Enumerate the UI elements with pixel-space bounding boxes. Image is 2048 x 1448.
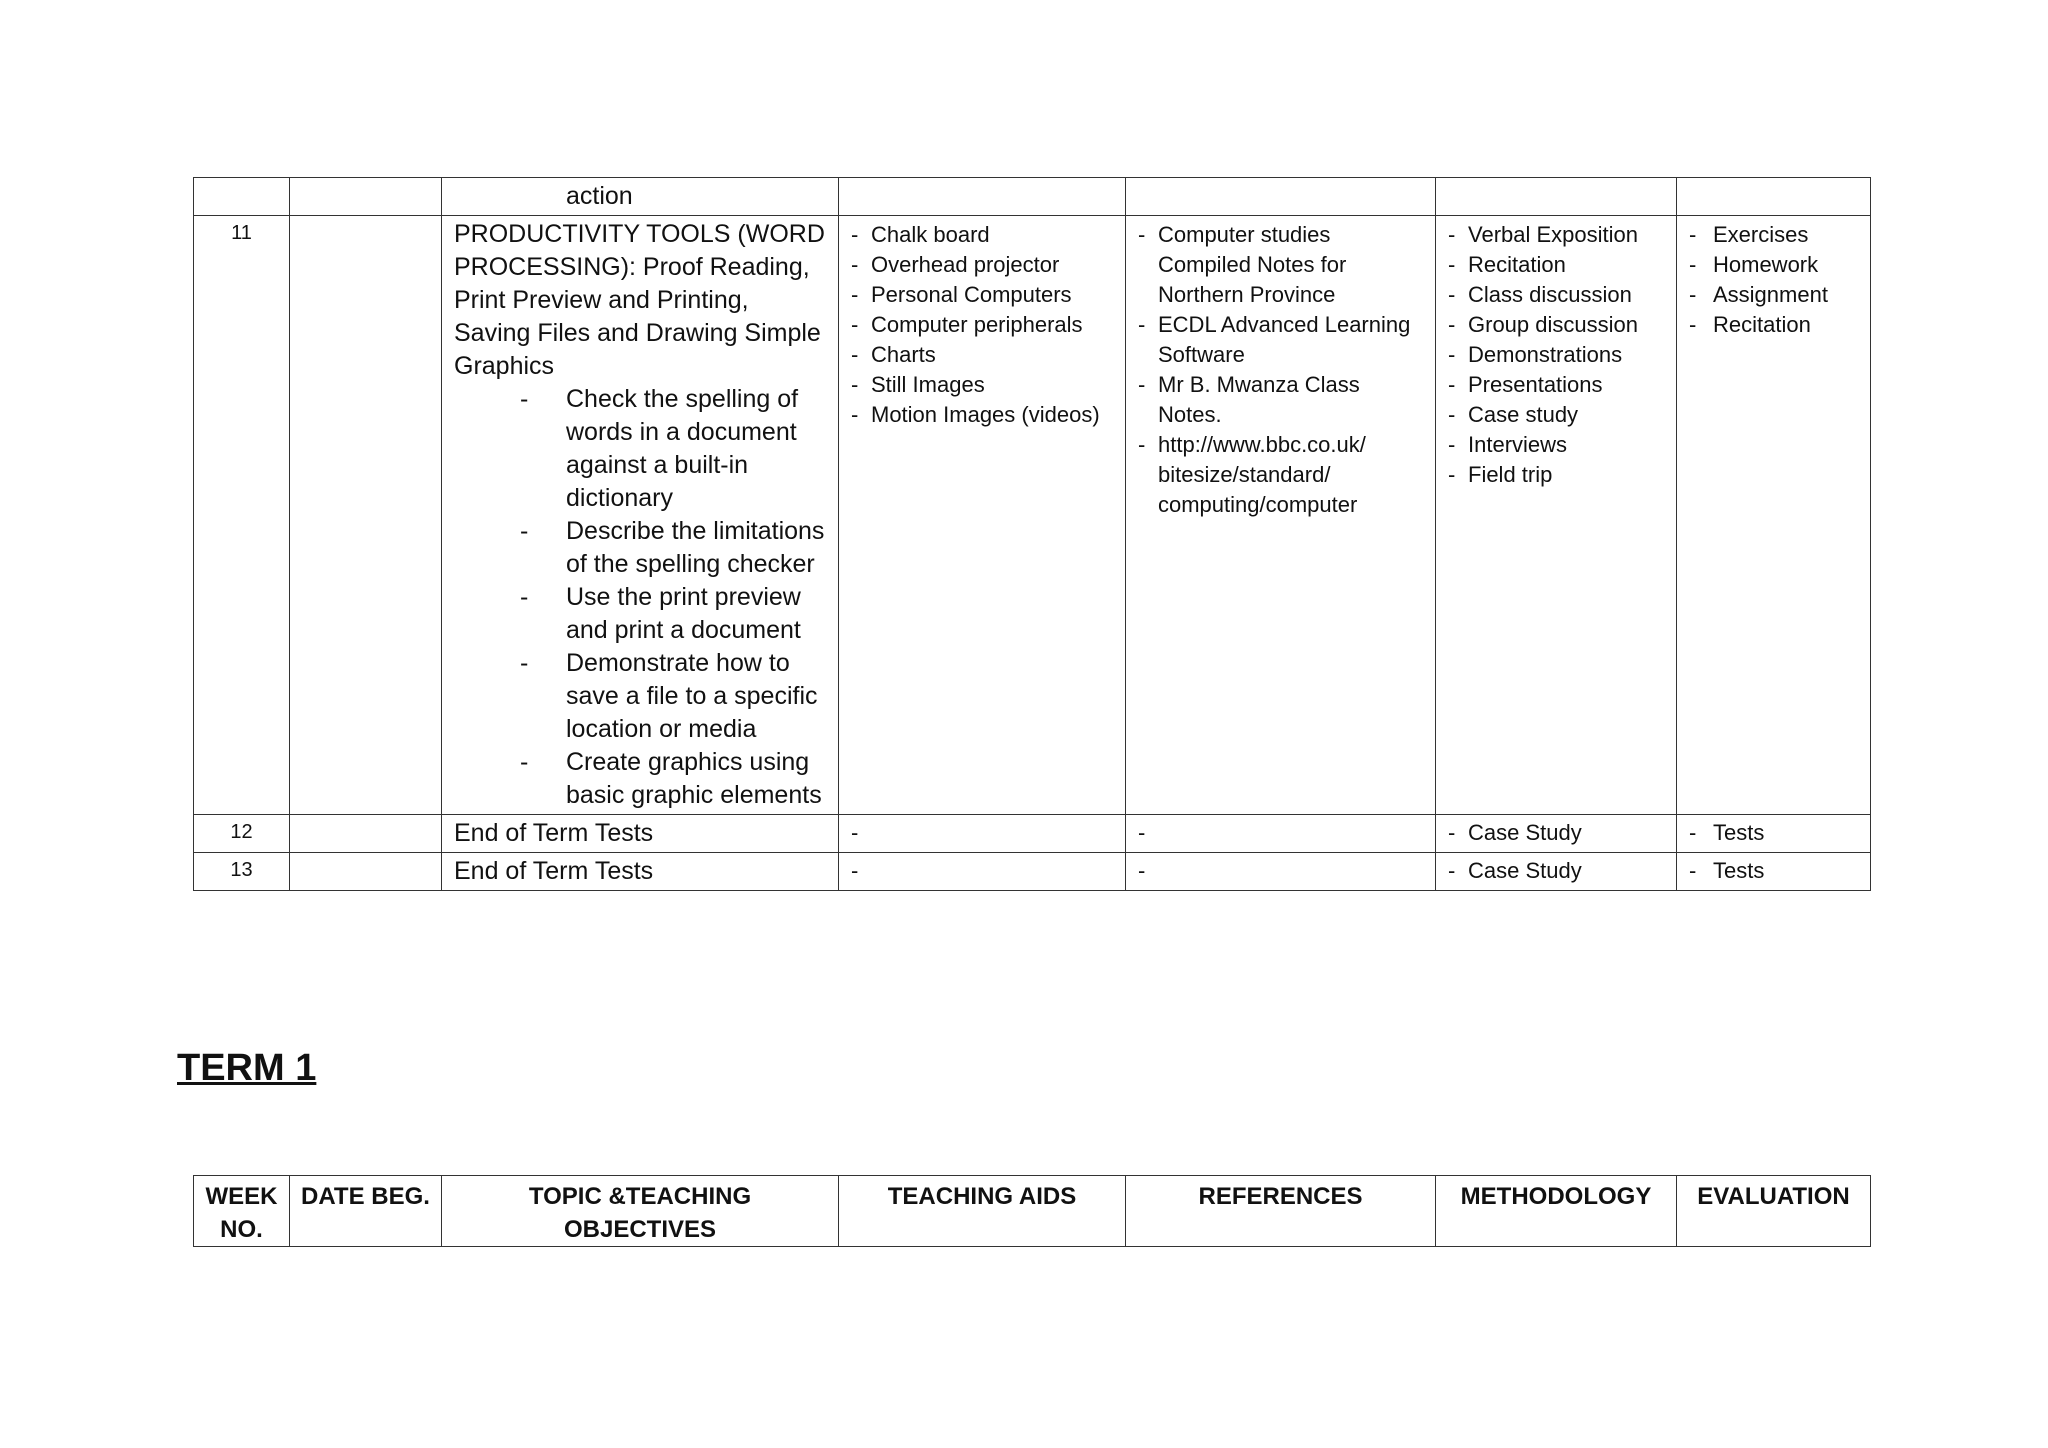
methodology-list: [1436, 216, 1676, 494]
list-item: - Motion Images (videos): [851, 400, 1119, 430]
topic-cell: End of Term Tests: [442, 853, 839, 891]
objectives-list: [454, 383, 828, 812]
topic-cell: [442, 216, 839, 815]
teaching-aids-list: [839, 216, 1125, 434]
objective-item: - Demonstrate how to save a file to a specific location or media: [520, 647, 828, 746]
table-row: [194, 815, 1871, 853]
list-item: - Case study: [1448, 400, 1670, 430]
evaluation-list: [1677, 216, 1870, 344]
continuation-row: [194, 178, 1871, 216]
list-item: - Presentations: [1448, 370, 1670, 400]
date-cell: [290, 216, 442, 815]
list-item: - Demonstrations: [1448, 340, 1670, 370]
header-evaluation: EVALUATION: [1677, 1176, 1871, 1247]
methodology-text: Case Study: [1468, 820, 1582, 845]
header-topic: TOPIC &TEACHING OBJECTIVES: [442, 1176, 839, 1247]
methodology-text: Case Study: [1468, 858, 1582, 883]
evaluation-cell: - Tests: [1677, 853, 1871, 891]
week-number: 12: [194, 815, 290, 853]
table-row: [194, 853, 1871, 891]
list-item: - Recitation: [1689, 310, 1864, 340]
header-week-no: WEEK NO.: [194, 1176, 290, 1247]
table-row: [194, 216, 1871, 815]
topic-title: PRODUCTIVITY TOOLS (WORD PROCESSING): Proof Reading, Print Preview and Printing, Saving Files and Drawing Simple Graphics: [454, 220, 825, 380]
teaching-aids-cell: [839, 216, 1126, 815]
list-item: - ECDL Advanced Learning Software: [1138, 310, 1429, 370]
reference-link[interactable]: - http://www.bbc.co.uk/ bitesize/standard/ computing/computer: [1138, 430, 1429, 520]
week-number: 13: [194, 853, 290, 891]
continued-topic-text: action: [566, 182, 633, 210]
teaching-aids-cell: -: [839, 853, 1126, 891]
list-item: - Group discussion: [1448, 310, 1670, 340]
term-heading: TERM 1: [177, 1047, 317, 1089]
header-references: REFERENCES: [1126, 1176, 1436, 1247]
references-list: [1126, 216, 1435, 524]
list-item: - Homework: [1689, 250, 1864, 280]
topic-cell: End of Term Tests: [442, 815, 839, 853]
header-row: [194, 1176, 1871, 1247]
evaluation-text: Tests: [1713, 858, 1765, 883]
objective-item: - Describe the limitations of the spelling checker: [520, 515, 828, 581]
references-cell: -: [1126, 815, 1436, 853]
header-date-beg: DATE BEG.: [290, 1176, 442, 1247]
list-item: - Computer studies Compiled Notes for Northern Province: [1138, 220, 1429, 310]
list-item: - Field trip: [1448, 460, 1670, 490]
date-cell: [290, 853, 442, 891]
list-item: - Mr B. Mwanza Class Notes.: [1138, 370, 1429, 430]
date-cell: [290, 815, 442, 853]
list-item: - Exercises: [1689, 220, 1864, 250]
methodology-cell: - Case Study: [1436, 815, 1677, 853]
references-cell: -: [1126, 853, 1436, 891]
list-item: - Interviews: [1448, 430, 1670, 460]
methodology-cell: [1436, 216, 1677, 815]
column-header-table: [193, 1175, 1871, 1247]
objective-item: - Use the print preview and print a document: [520, 581, 828, 647]
list-item: - Computer peripherals: [851, 310, 1119, 340]
header-methodology: METHODOLOGY: [1436, 1176, 1677, 1247]
list-item: - Assignment: [1689, 280, 1864, 310]
evaluation-cell: [1677, 216, 1871, 815]
methodology-cell: - Case Study: [1436, 853, 1677, 891]
list-item: - Charts: [851, 340, 1119, 370]
week-number: 11: [194, 216, 290, 815]
evaluation-text: Tests: [1713, 820, 1765, 845]
list-item: - Recitation: [1448, 250, 1670, 280]
list-item: - Still Images: [851, 370, 1119, 400]
list-item: - Verbal Exposition: [1448, 220, 1670, 250]
teaching-aids-cell: -: [839, 815, 1126, 853]
list-item: - Chalk board: [851, 220, 1119, 250]
header-teaching-aids: TEACHING AIDS: [839, 1176, 1126, 1247]
list-item: - Personal Computers: [851, 280, 1119, 310]
objective-item: - Check the spelling of words in a document against a built-in dictionary: [520, 383, 828, 515]
list-item: - Overhead projector: [851, 250, 1119, 280]
list-item: - Class discussion: [1448, 280, 1670, 310]
evaluation-cell: - Tests: [1677, 815, 1871, 853]
references-cell: [1126, 216, 1436, 815]
scheme-of-work-table: [193, 177, 1871, 891]
objective-item: - Create graphics using basic graphic elements: [520, 746, 828, 812]
